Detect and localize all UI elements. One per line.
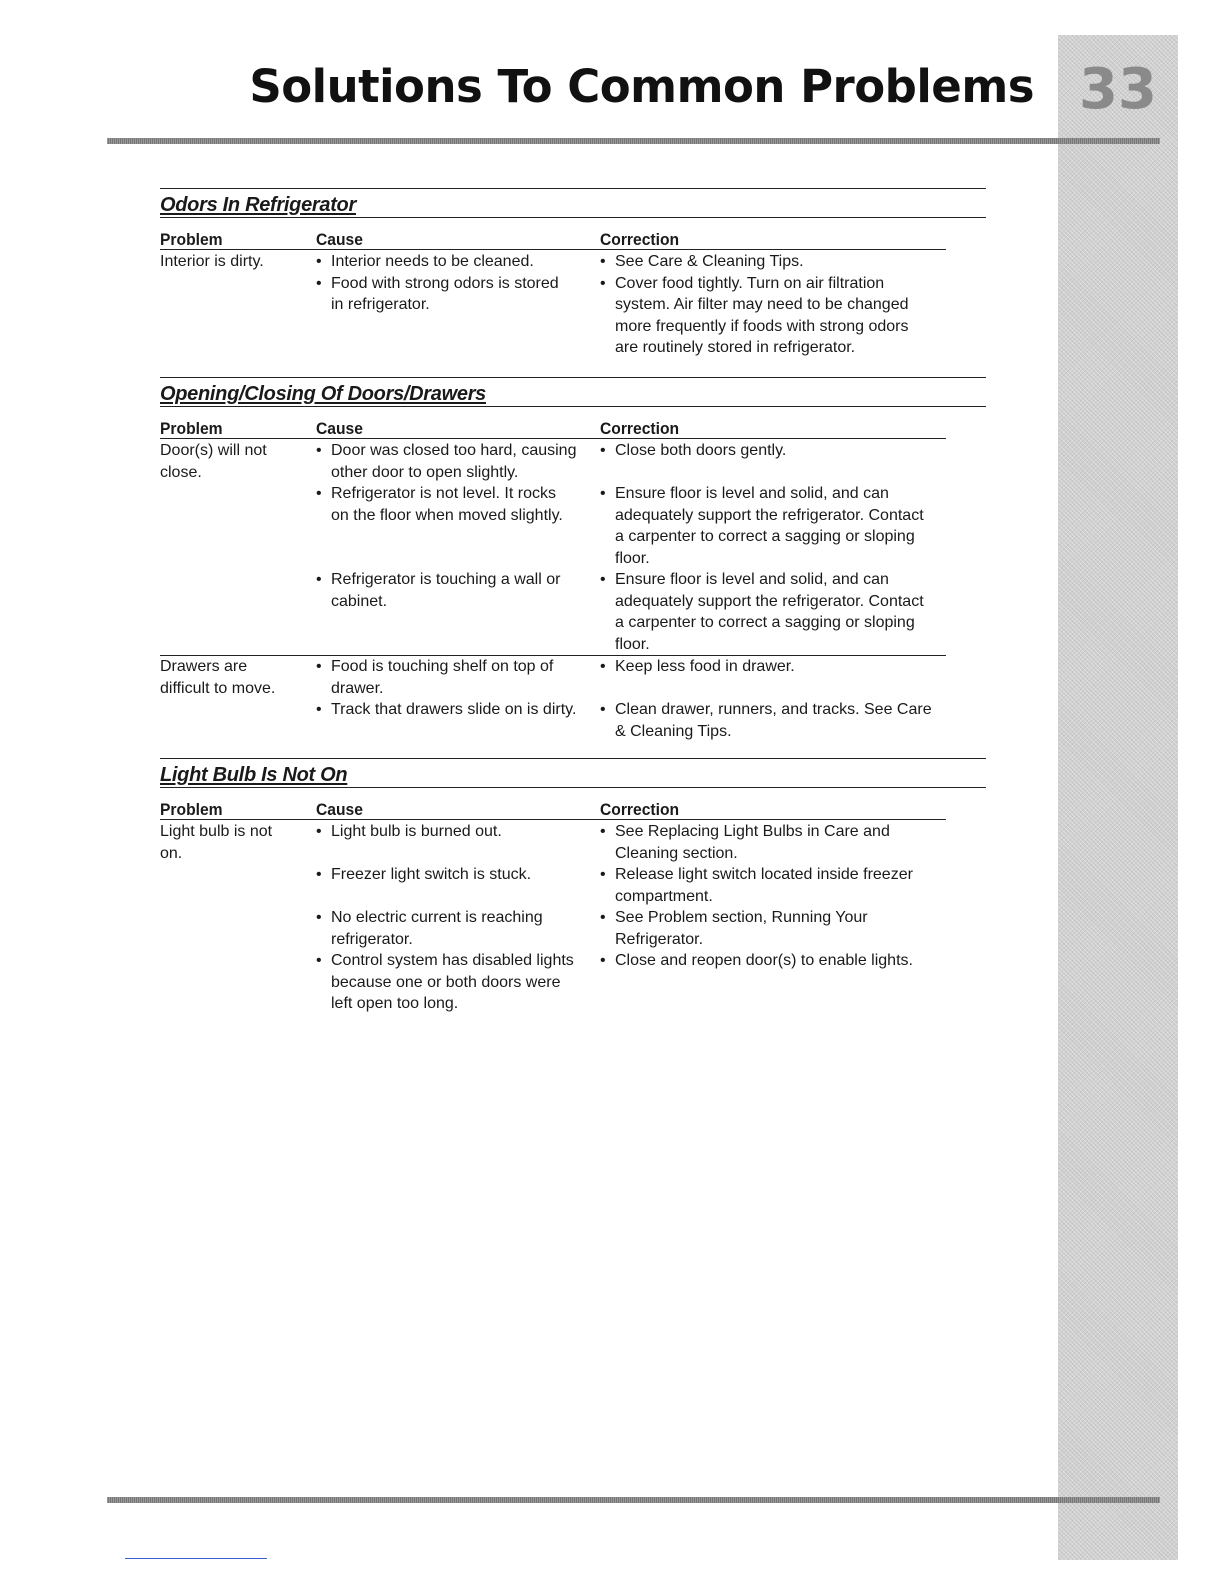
correction-item: • Clean drawer, runners, and tracks. See Care & Cleaning Tips. [600, 699, 946, 742]
cause-item: • Food is touching shelf on top of drawer. [316, 656, 600, 699]
problem-text: Interior is dirty. [160, 253, 264, 270]
section-heading: Odors In Refrigerator [160, 188, 986, 218]
page-number: 33 [1079, 57, 1157, 122]
correction-item: • See Replacing Light Bulbs in Care and Cleaning section. [600, 821, 946, 864]
correction-item: • Keep less food in drawer. [600, 656, 946, 699]
column-header-cause: Cause [316, 230, 363, 249]
section-heading: Opening/Closing Of Doors/Drawers [160, 377, 986, 407]
correction-item: • Cover food tightly. Turn on air filtration system. Air filter may need to be changed more frequently if foods with strong odors are routinely stored in refrigerator. [600, 273, 946, 359]
problem-text: Light bulb is not on. [160, 823, 273, 862]
column-header-problem: Problem [160, 230, 223, 249]
cause-item: • Refrigerator is touching a wall or cabinet. [316, 569, 600, 655]
section-doors-drawers [160, 377, 986, 740]
section-light-bulb [160, 758, 986, 1012]
correction-item: • Ensure floor is level and solid, and can adequately support the refrigerator. Contact a carpenter to correct a sagging or sloping floor. [600, 569, 946, 655]
table-row [160, 440, 946, 655]
section-odors [160, 188, 986, 356]
cause-item: • Freezer light switch is stuck. [316, 864, 600, 907]
correction-item: • See Care & Cleaning Tips. [600, 251, 946, 273]
cause-item: • Light bulb is burned out. [316, 821, 600, 864]
correction-item: • Close both doors gently. [600, 440, 946, 483]
correction-item: • Release light switch located inside freezer compartment. [600, 864, 946, 907]
column-header-problem: Problem [160, 800, 223, 819]
column-header-rule [160, 819, 946, 820]
column-header-cause: Cause [316, 419, 363, 438]
cause-item: • Interior needs to be cleaned. [316, 251, 600, 273]
footer-rule [107, 1497, 1160, 1503]
problem-text: Drawers are difficult to move. [160, 658, 276, 697]
cause-item: • Track that drawers slide on is dirty. [316, 699, 600, 742]
footer-underline [125, 1558, 267, 1559]
correction-item: • Ensure floor is level and solid, and can adequately support the refrigerator. Contact a carpenter to correct a sagging or sloping floor. [600, 483, 946, 569]
cause-item: • Refrigerator is not level. It rocks on the floor when moved slightly. [316, 483, 600, 569]
correction-item: • See Problem section, Running Your Refrigerator. [600, 907, 946, 950]
column-header-rule [160, 249, 946, 250]
correction-item: • Close and reopen door(s) to enable lights. [600, 950, 946, 1015]
column-header-correction: Correction [600, 800, 680, 819]
section-heading: Light Bulb Is Not On [160, 758, 986, 788]
column-header-correction: Correction [600, 230, 680, 249]
cause-item: • Control system has disabled lights because one or both doors were left open too long. [316, 950, 600, 1015]
cause-item: • Door was closed too hard, causing other door to open slightly. [316, 440, 600, 483]
column-header-rule [160, 438, 946, 439]
page-edge-tab [1058, 35, 1178, 1560]
header-rule [107, 138, 1160, 144]
column-header-cause: Cause [316, 800, 363, 819]
cause-item: • No electric current is reaching refrigerator. [316, 907, 600, 950]
column-header-correction: Correction [600, 419, 680, 438]
page-title: Solutions To Common Problems [249, 60, 1034, 113]
table-row [160, 821, 946, 1015]
table-row [160, 655, 946, 742]
problem-text: Door(s) will not close. [160, 442, 267, 481]
table-row [160, 251, 946, 359]
column-header-problem: Problem [160, 419, 223, 438]
cause-item: • Food with strong odors is stored in refrigerator. [316, 273, 600, 359]
